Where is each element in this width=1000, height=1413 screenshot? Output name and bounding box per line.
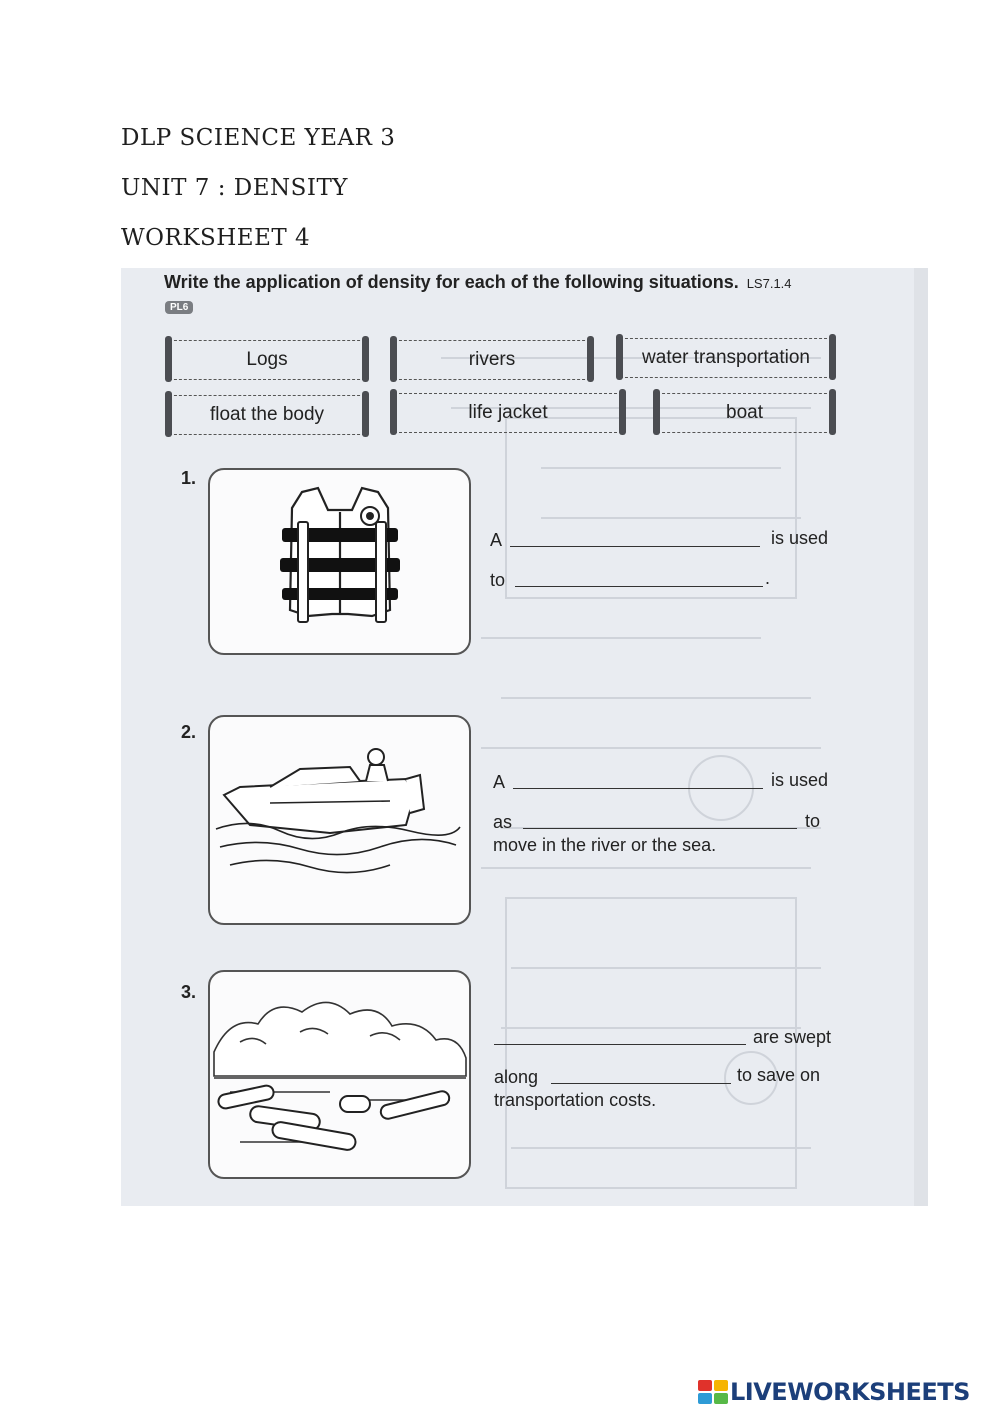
q1-blank-1[interactable]: [510, 546, 760, 547]
word-rivers: rivers: [394, 340, 590, 380]
question-3-number: 3.: [181, 982, 197, 1002]
scanned-worksheet: [121, 268, 928, 1206]
q3-to-save-on: to save on: [737, 1065, 821, 1085]
question-2-image-frame: [208, 715, 471, 925]
title-line-3: WORKSHEET 4: [121, 225, 311, 251]
q3-along: along: [494, 1067, 539, 1087]
q2-blank-2[interactable]: [523, 828, 797, 829]
title-line-2: UNIT 7 : DENSITY: [121, 175, 348, 201]
q1-is-used: is used: [771, 528, 829, 548]
q2-continuation: move in the river or the sea.: [493, 835, 717, 855]
question-1-image-frame: [208, 468, 471, 655]
q3-continuation: transportation costs.: [494, 1090, 657, 1110]
q2-as: as: [493, 812, 513, 832]
word-water-transportation: water transportation: [620, 338, 832, 378]
q3-are-swept: are swept: [753, 1027, 832, 1047]
question-3-image-frame: [208, 970, 471, 1179]
level-badge: PL6: [165, 301, 193, 314]
liveworksheets-logo[interactable]: [698, 1378, 970, 1406]
word-logs: Logs: [169, 340, 365, 380]
q1-a: A: [490, 530, 503, 550]
q2-is-used: is used: [771, 770, 829, 790]
instruction-text: [164, 272, 792, 293]
word-boat: boat: [657, 393, 832, 433]
q2-a: A: [493, 772, 506, 792]
q2-to: to: [805, 811, 821, 831]
word-float-the-body: float the body: [169, 395, 365, 435]
question-1-number: 1.: [181, 468, 197, 488]
q3-blank-1[interactable]: [494, 1044, 746, 1045]
liveworksheets-brand: LIVEWORKSHEETS: [730, 1378, 970, 1406]
word-life-jacket: life jacket: [394, 393, 622, 433]
question-2-number: 2.: [181, 722, 197, 742]
motorboat-icon: [210, 717, 469, 923]
liveworksheets-logo-icon: [698, 1380, 728, 1404]
q1-period: .: [765, 568, 771, 588]
standard-code: LS7.1.4: [746, 276, 792, 291]
q1-blank-2[interactable]: [515, 586, 763, 587]
q3-blank-2[interactable]: [551, 1083, 731, 1084]
life-jacket-icon: [210, 470, 469, 653]
title-line-1: DLP SCIENCE YEAR 3: [121, 125, 396, 151]
floating-logs-icon: [210, 972, 469, 1177]
q2-blank-1[interactable]: [513, 788, 763, 789]
instruction: Write the application of density for each of the following situations.: [164, 272, 739, 292]
q1-to: to: [490, 570, 506, 590]
